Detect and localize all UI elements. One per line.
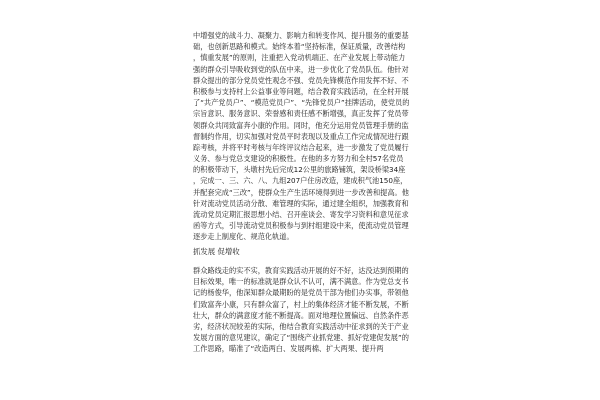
text-line: 宗旨意识、服务意识、荣誉感和责任感不断增强，真正发挥了党员带 — [193, 109, 409, 119]
section-heading: 抓发展 促增收 — [193, 247, 240, 256]
text-line: 并配套完成“三改”，使群众生产生活环境得到进一步改善和提高。他 — [193, 187, 409, 197]
text-line: 劣，经济状况较差的实际，他结合教育实践活动中征求到的关于产业 — [193, 321, 409, 331]
paragraph-2 — [193, 265, 409, 355]
text-line: 强的群众引导吸收到党的队伍中来，进一步优化了党员队伍。他针对 — [193, 64, 409, 74]
text-line: 中增强党的战斗力、凝聚力、影响力和转变作风、提升服务的重要基 — [193, 31, 409, 40]
text-line: ，完成一、三、六、八、九组207户住房改造，建成积气池150座， — [193, 176, 408, 186]
text-line: 函等方式，引导流动党员积极参与到村组建设中来，使流动党员管理 — [193, 221, 409, 231]
text-line: 们致富奔小康，只有群众富了，村上的集体经济才能不断发展，不断 — [193, 299, 409, 309]
text-line: 工作思路，瞄准了“改造两白、发展两棉、扩大两果、提升两 — [193, 344, 384, 354]
text-line: 积极参与支持村上公益事业等问题，结合教育实践活动，在全村开展 — [193, 86, 409, 96]
text-line: 针对流动党员活动分散、难管理的实际，通过建全组织，加强教育和 — [193, 198, 409, 208]
text-line: 的积极带动下，头墩村先后完成12公里的旅路铺筑，架设桥梁34座 — [193, 165, 406, 175]
text-line: 义务、参与党总支建设的积极性。在他的多方努力和全村57名党员 — [193, 154, 404, 164]
text-line: 发展方面的意见建议，确定了“围绕产业抓党建、抓好党建促发展”的 — [193, 333, 409, 343]
text-line: 流动党员定期汇报思想小结、召开座谈会、寄发学习资料和意见征求 — [193, 210, 409, 219]
text-line: 记的杨俊华，他深知群众最期盼的是党员干部为他们办实事，带领他 — [193, 288, 409, 298]
text-line: 群众提出的部分党员党性观念不强、党员先锋模范作用发挥不好、不 — [193, 75, 409, 85]
paragraph-1 — [193, 30, 409, 243]
text-line: 础，也创新思路和模式。始终本着“坚持标准，保证质量，改善结构 — [193, 42, 406, 52]
text-line: 督制约作用，切实加强对党员平时表现以及重点工作完成情况进行跟 — [193, 131, 409, 141]
text-line: 群众路线走的实不实，教育实践活动开展的好不好，达没达到预期的 — [193, 266, 409, 275]
text-line: 踪考核，并将平时考核与年终评议结合起来，进一步激发了党员履行 — [193, 142, 409, 152]
text-line: 领群众共同致富奔小康的作用。同时，他充分运用党员管理手册的监 — [193, 120, 409, 130]
text-line: 了“共产党员户”、“模范党员户”、“先锋党员户”挂牌活动，使党员的 — [193, 98, 409, 108]
text-line: 壮大，群众的满意度才能不断提高。面对地理位置偏远、自然条件恶 — [193, 310, 409, 320]
text-line: 目标效果，唯一的标准就是群众认不认可，满不满意。作为党总支书 — [193, 277, 409, 287]
text-line: 逐步走上制度化、规范化轨道。 — [193, 232, 294, 242]
text-line: ，慎重发展”的原则，注重把入党动机端正、在产业发展上带动能力 — [193, 53, 406, 63]
